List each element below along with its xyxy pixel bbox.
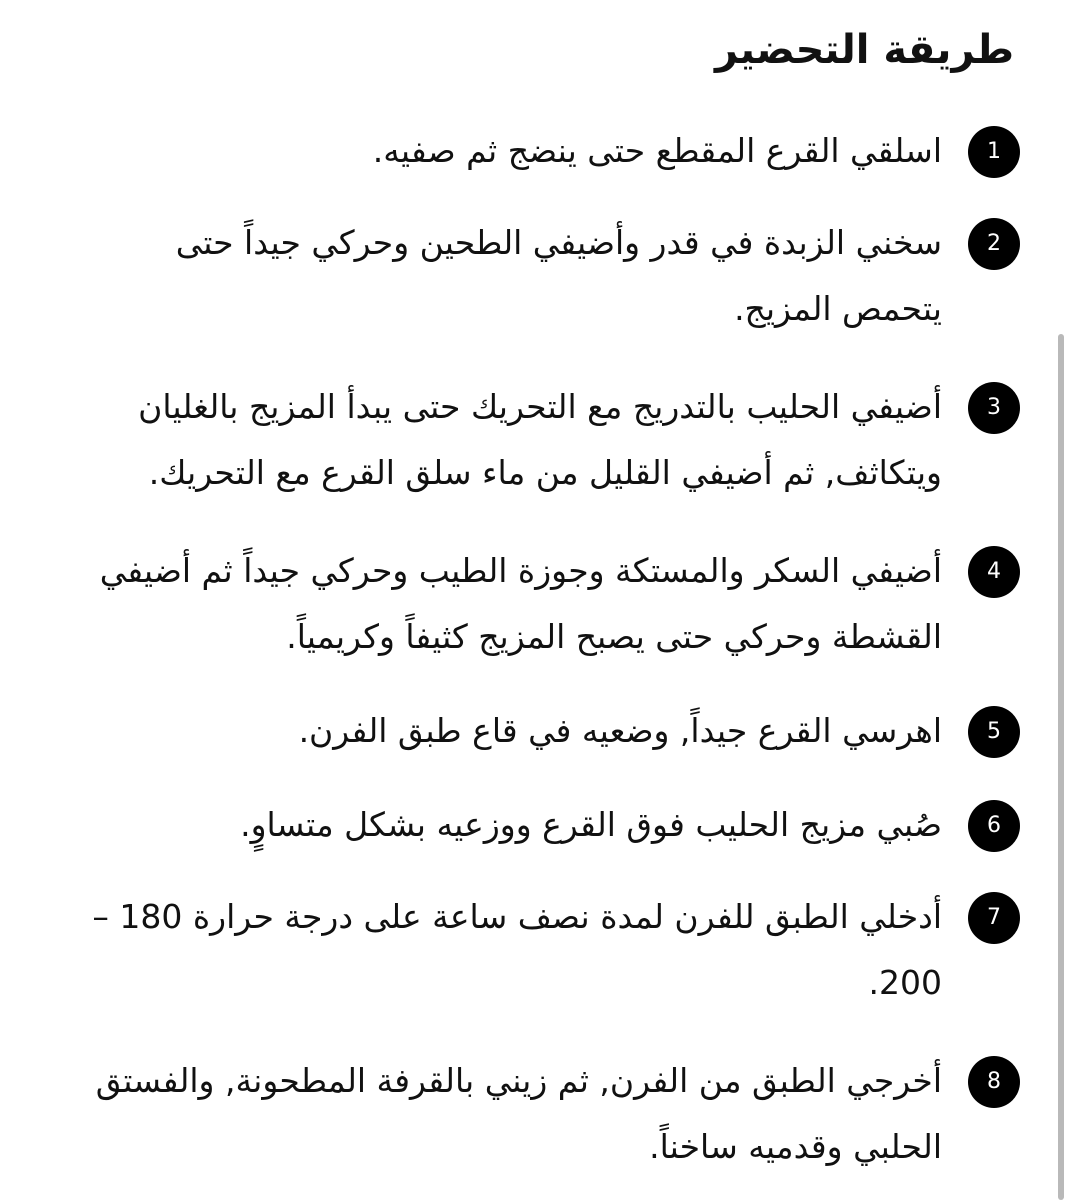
step-number-badge: 8 [968,1056,1020,1108]
step-text: اسلقي القرع المقطع حتى ينضج ثم صفيه. [372,131,942,170]
step-item [60,792,1020,858]
step-item [60,374,1020,506]
step-number-badge: 3 [968,382,1020,434]
step-text: صُبي مزيج الحليب فوق القرع ووزعيه بشكل متساوٍ. [240,805,942,844]
step-item [60,118,1020,184]
section-title: طريقة التحضير [714,27,1014,73]
step-text: أخرجي الطبق من الفرن, ثم زيني بالقرفة المطحونة, والفستق الحلبي وقدميه ساخناً. [95,1061,942,1166]
step-number-badge: 2 [968,218,1020,270]
step-text: أضيفي الحليب بالتدريج مع التحريك حتى يبدأ المزيج بالغليان ويتكاثف, ثم أضيفي القليل من ماء سلق القرع مع التحريك. [138,387,942,492]
step-item [60,538,1020,670]
step-item [60,1048,1020,1180]
step-item [60,884,1020,1016]
step-text: أدخلي الطبق للفرن لمدة نصف ساعة على درجة حرارة 180 – 200. [92,897,942,1002]
step-number-badge: 4 [968,546,1020,598]
step-number-badge: 7 [968,892,1020,944]
step-item [60,698,1020,764]
step-number-badge: 5 [968,706,1020,758]
step-text: اهرسي القرع جيداً, وضعيه في قاع طبق الفرن. [298,711,942,750]
step-number-badge: 1 [968,126,1020,178]
step-number-badge: 6 [968,800,1020,852]
step-text: أضيفي السكر والمستكة وجوزة الطيب وحركي جيداً ثم أضيفي القشطة وحركي حتى يصبح المزيج كثيفاً وكريمياً. [99,551,942,656]
vertical-scrollbar[interactable] [1058,334,1064,1200]
step-text: سخني الزبدة في قدر وأضيفي الطحين وحركي جيداً حتى يتحمص المزيج. [175,223,942,328]
step-item [60,210,1020,342]
